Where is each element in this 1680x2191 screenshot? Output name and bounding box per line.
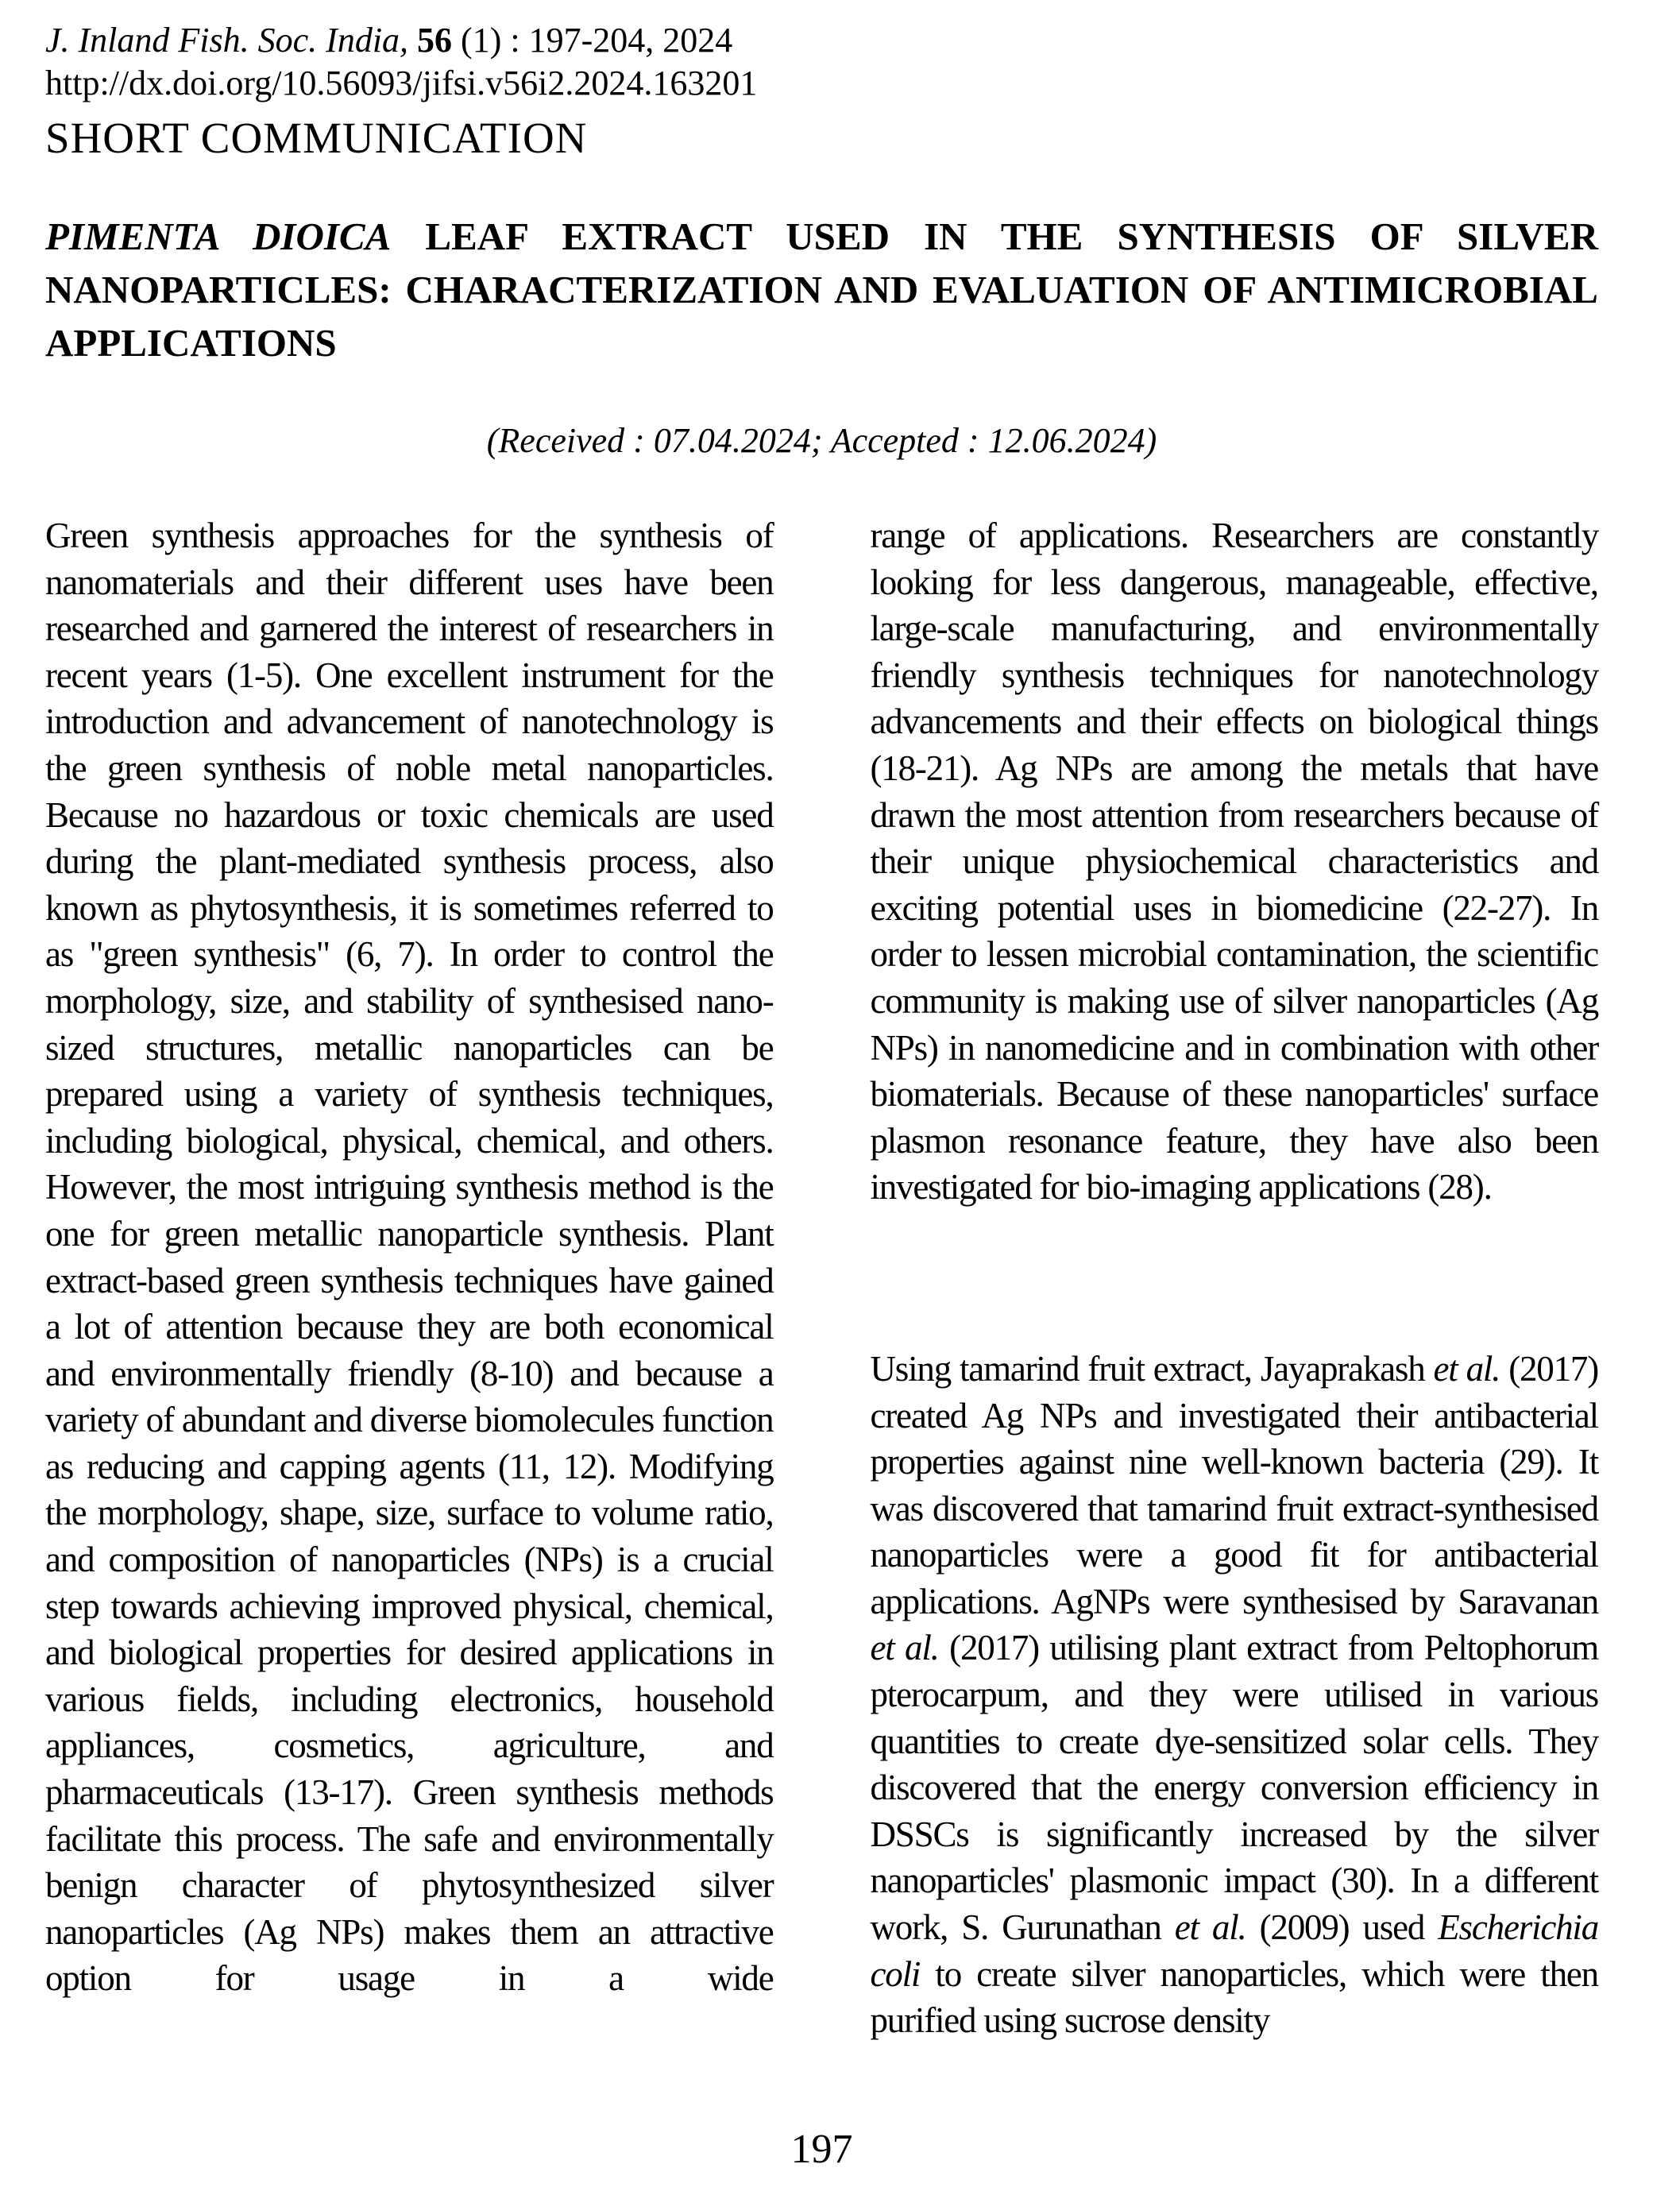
page-header <box>45 19 1598 164</box>
body-paragraph: Green synthesis approaches for the synthesis of nanomaterials and their different uses have been researched and garnered the interest of researchers in recent years (1-5). One excellent instrument for the introduction and advancement of nanotechnology is the green synthesis of noble metal nanoparticles. Because no hazardous or toxic chemicals are used during the plant-mediated synthesis process, also known as phytosynthesis, it is sometimes referred to as "green synthesis" (6, 7). In order to control the morphology, size, and stability of synthesised nano-sized structures, metallic nanoparticles can be prepared using a variety of synthesis techniques, including biological, physical, chemical, and others. However, the most intriguing synthesis method is the one for green metallic nanoparticle synthesis. Plant extract-based green synthesis techniques have gained a lot of attention because they are both economical and environmentally friendly (8-10) and because a variety of abundant and diverse biomolecules function as reducing and capping agents (11, 12). Modifying the morphology, shape, size, surface to volume ratio, and composition of nanoparticles (NPs) is a crucial step towards achieving improved physical, chemical, and biological properties for desired applications in various fields, including electronics, household appliances, cosmetics, agriculture, and pharmaceuticals (13-17). Green synthesis methods facilitate this process. The safe and environmentally benign character of phytosynthesized silver nanoparticles (Ag NPs) makes them an attractive option for usage in a wide <box>45 516 774 1999</box>
body-paragraph: range of applications. Researchers are constantly looking for less dangerous, manageable, effective, large-scale manufacturing, and environmentally friendly synthesis techniques for nanotechnology advancements and their effects on biological things (18-21). Ag NPs are among the metals that have drawn the most attention from researchers because of their unique physiochemical characteristics and exciting potential uses in biomedicine (22-27). In order to lessen microbial contamination, the scientific community is making use of silver nanoparticles (Ag NPs) in nanomedicine and in combination with other biomaterials. Because of these nanoparticles' surface plasmon resonance feature, they have also been investigated for bio-imaging applications (28). <box>870 516 1598 1208</box>
body-columns <box>45 512 1598 2044</box>
left-column <box>45 512 774 2044</box>
right-column <box>871 512 1599 2044</box>
body-paragraph: Using tamarind fruit extract, Jayaprakash et al. (2017) created Ag NPs and investigated their antibacterial properties against nine well-known bacteria (29). It was discovered that tamarind fruit extract-synthesised nanoparticles were a good fit for antibacterial applications. AgNPs were synthesised by Saravanan et al. (2017) utilising plant extract from Peltophorum pterocarpum, and they were utilised in various quantities to create dye-sensitized solar cells. They discovered that the energy conversion efficiency in DSSCs is significantly increased by the silver nanoparticles' plasmonic impact (30). In a different work, S. Gurunathan et al. (2009) used Escherichia coli to create silver nanoparticles, which were then purified using sucrose density <box>870 1348 1599 2041</box>
section-label: SHORT COMMUNICATION <box>45 114 588 162</box>
page-number: 197 <box>790 2127 853 2172</box>
article-title: PIMENTA DIOICA LEAF EXTRACT USED IN THE SYNTHESIS OF SILVER NANOPARTICLES: CHARACTERIZATION AND EVALUATION OF ANTIMICROBIAL APPLICATIONS <box>45 214 1598 365</box>
doi-link[interactable]: http://dx.doi.org/10.56093/jifsi.v56i2.2024.163201 <box>45 64 758 102</box>
journal-reference: J. Inland Fish. Soc. India, 56 (1) : 197-204, 2024 <box>45 21 733 60</box>
received-accepted-dates: (Received : 07.04.2024; Accepted : 12.06.2024) <box>486 421 1157 460</box>
